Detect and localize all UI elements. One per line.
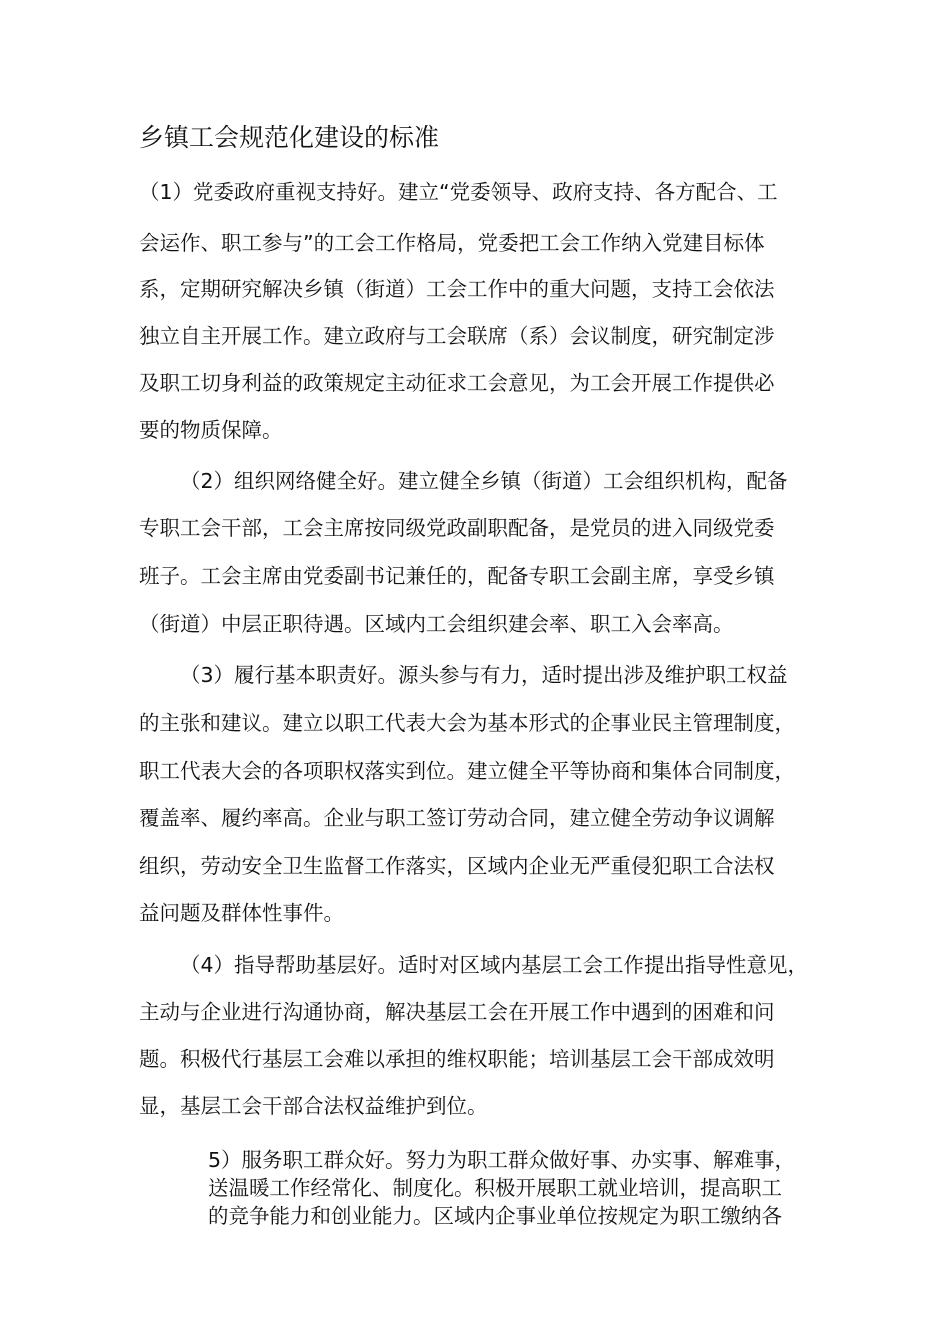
paragraph-line: 会运作、职工参与”的工会工作格局，党委把工会工作纳入党建目标体 [139, 231, 765, 255]
paragraph-line: 题。积极代行基层工会难以承担的维权职能；培训基层工会干部成效明 [139, 1047, 775, 1071]
paragraph-line: 送温暖工作经常化、制度化。积极开展职工就业培训，提高职工 [208, 1176, 782, 1200]
paragraph-line: （2）组织网络健全好。建立健全乡镇（街道）工会组织机构，配备 [180, 469, 788, 493]
paragraph-line: 益问题及群体性事件。 [139, 901, 344, 925]
paragraph-line: 显，基层工会干部合法权益维护到位。 [139, 1094, 488, 1118]
paragraph-line: （4）指导帮助基层好。适时对区域内基层工会工作提出指导性意见， [180, 953, 809, 977]
paragraph-line: 组织，劳动安全卫生监督工作落实，区域内企业无严重侵犯职工合法权 [139, 854, 775, 878]
paragraph-line: 要的物质保障。 [139, 418, 283, 442]
paragraph-line: 独立自主开展工作。建立政府与工会联席（系）会议制度，研究制定涉 [139, 324, 775, 348]
paragraph-line: 覆盖率、履约率高。企业与职工签订劳动合同，建立健全劳动争议调解 [139, 806, 775, 830]
paragraph-line: 的竞争能力和创业能力。区域内企事业单位按规定为职工缴纳各 [208, 1204, 782, 1228]
paragraph-line: 职工代表大会的各项职权落实到位。建立健全平等协商和集体合同制度， [139, 759, 795, 783]
paragraph-line: 班子。工会主席由党委副书记兼任的，配备专职工会副主席，享受乡镇 [139, 564, 775, 588]
paragraph-line: 专职工会干部，工会主席按同级党政副职配备，是党员的进入同级党委 [139, 516, 775, 540]
paragraph-line: 及职工切身利益的政策规定主动征求工会意见，为工会开展工作提供必 [139, 371, 775, 395]
paragraph-line: （街道）中层正职待遇。区域内工会组织建会率、职工入会率高。 [139, 612, 734, 636]
paragraph-line: 系，定期研究解决乡镇（街道）工会工作中的重大问题，支持工会依法 [139, 277, 775, 301]
paragraph-line: （3）履行基本职责好。源头参与有力，适时提出涉及维护职工权益 [180, 663, 788, 687]
paragraph-line: 的主张和建议。建立以职工代表大会为基本形式的企事业民主管理制度， [139, 711, 795, 735]
paragraph-line: 主动与企业进行沟通协商，解决基层工会在开展工作中遇到的困难和问 [139, 1000, 775, 1024]
document-title: 乡镇工会规范化建设的标准 [139, 123, 440, 152]
paragraph-line: 5）服务职工群众好。努力为职工群众做好事、办实事、解难事， [208, 1148, 796, 1172]
paragraph-line: （1）党委政府重视支持好。建立“党委领导、政府支持、各方配合、工 [139, 180, 778, 204]
